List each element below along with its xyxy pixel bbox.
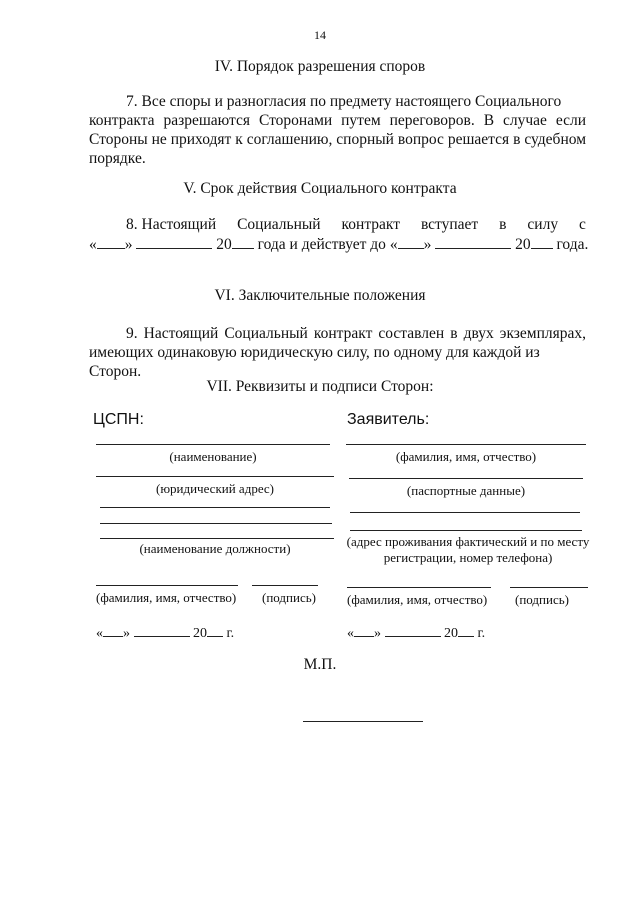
year-prefix: 20 <box>216 236 232 253</box>
naming-line <box>96 444 330 445</box>
day-blank <box>103 624 123 637</box>
date-open-quote: « <box>96 626 103 641</box>
address-caption-1: (адрес проживания фактический и по месту <box>346 534 590 549</box>
signature-caption: (подпись) <box>262 590 316 605</box>
month-blank <box>136 236 212 249</box>
signature-caption: (подпись) <box>515 592 569 607</box>
date-open-quote: « <box>89 236 97 253</box>
cspn-title: ЦСПН: <box>93 411 144 428</box>
section-5-line-2 <box>89 236 588 254</box>
applicant-title: Заявитель: <box>347 411 430 428</box>
right-date <box>347 624 485 642</box>
text-end: года. <box>556 236 589 253</box>
left-date <box>96 624 234 642</box>
year-suffix: г. <box>226 626 235 641</box>
year-blank <box>207 624 223 637</box>
text-mid: года и действует до <box>257 236 386 253</box>
paragraph-line: 9. Настоящий Социальный контракт составлен в двух экземплярах, <box>126 325 586 342</box>
word: Социальный <box>237 216 321 233</box>
paragraph-line: 7. Все споры и разногласия по предмету настоящего Социального <box>126 93 562 110</box>
passport-caption: (паспортные данные) <box>406 483 526 498</box>
date-open-quote: « <box>389 236 398 253</box>
paragraph-line: имеющих одинаковую юридическую силу, по одному для каждой из Сторон. <box>89 344 540 380</box>
year-blank <box>232 236 254 249</box>
month-blank <box>134 624 190 637</box>
address-line-3 <box>100 523 332 524</box>
section-6-heading: VI. Заключительные положения <box>214 287 426 304</box>
section-6-paragraph <box>89 324 586 381</box>
naming-caption: (наименование) <box>169 449 257 464</box>
fio-line <box>347 587 491 588</box>
paragraph-line: Стороны не приходят к соглашению, спорный вопрос решается в судебном <box>89 131 586 148</box>
date-close-quote: » <box>123 626 130 641</box>
word: силу <box>527 216 559 233</box>
month-blank <box>385 624 441 637</box>
section-5-heading: V. Срок действия Социального контракта <box>183 180 457 197</box>
fio-top-line <box>346 444 586 445</box>
fio-line <box>96 585 238 586</box>
seal-label: М.П. <box>303 656 337 673</box>
legal-address-line <box>96 476 334 477</box>
address-line-2 <box>100 507 330 508</box>
section-7-heading: VII. Реквизиты и подписи Сторон: <box>206 378 434 395</box>
word: 8. Настоящий <box>126 216 217 233</box>
day-blank <box>97 236 125 249</box>
fio-caption: (фамилия, имя, отчество) <box>96 590 237 605</box>
word: с <box>579 216 586 233</box>
fio-top-caption: (фамилия, имя, отчество) <box>395 449 537 464</box>
paragraph-line: контракта разрешаются Сторонами путем переговоров. В случае если <box>89 112 586 129</box>
fio-caption: (фамилия, имя, отчество) <box>347 592 488 607</box>
legal-address-caption: (юридический адрес) <box>155 481 275 496</box>
position-line <box>100 538 334 539</box>
address-line <box>350 530 582 531</box>
signature-line <box>252 585 318 586</box>
date-open-quote: « <box>347 626 354 641</box>
year-blank <box>458 624 474 637</box>
date-close-quote: » <box>423 236 432 253</box>
word: вступает <box>420 216 479 233</box>
signature-line <box>510 587 588 588</box>
paragraph-line: порядке. <box>89 150 146 167</box>
year-suffix: г. <box>477 626 486 641</box>
date-close-quote: » <box>124 236 133 253</box>
month-blank <box>435 236 511 249</box>
year-prefix: 20 <box>444 626 458 641</box>
date-close-quote: » <box>374 626 381 641</box>
address-extra-line <box>350 512 580 513</box>
day-blank <box>398 236 424 249</box>
section-4-paragraph <box>89 92 586 168</box>
word: в <box>499 216 507 233</box>
word: контракт <box>341 216 401 233</box>
section-5-line-1 <box>126 216 586 234</box>
passport-line <box>349 478 583 479</box>
position-caption: (наименование должности) <box>139 541 291 556</box>
page-number: 14 <box>314 28 326 42</box>
seal-line <box>303 721 423 722</box>
year-blank <box>531 236 553 249</box>
address-caption-2: регистрации, номер телефона) <box>383 550 553 565</box>
day-blank <box>354 624 374 637</box>
year-prefix: 20 <box>515 236 531 253</box>
section-4-heading: IV. Порядок разрешения споров <box>214 58 426 75</box>
year-prefix: 20 <box>193 626 207 641</box>
